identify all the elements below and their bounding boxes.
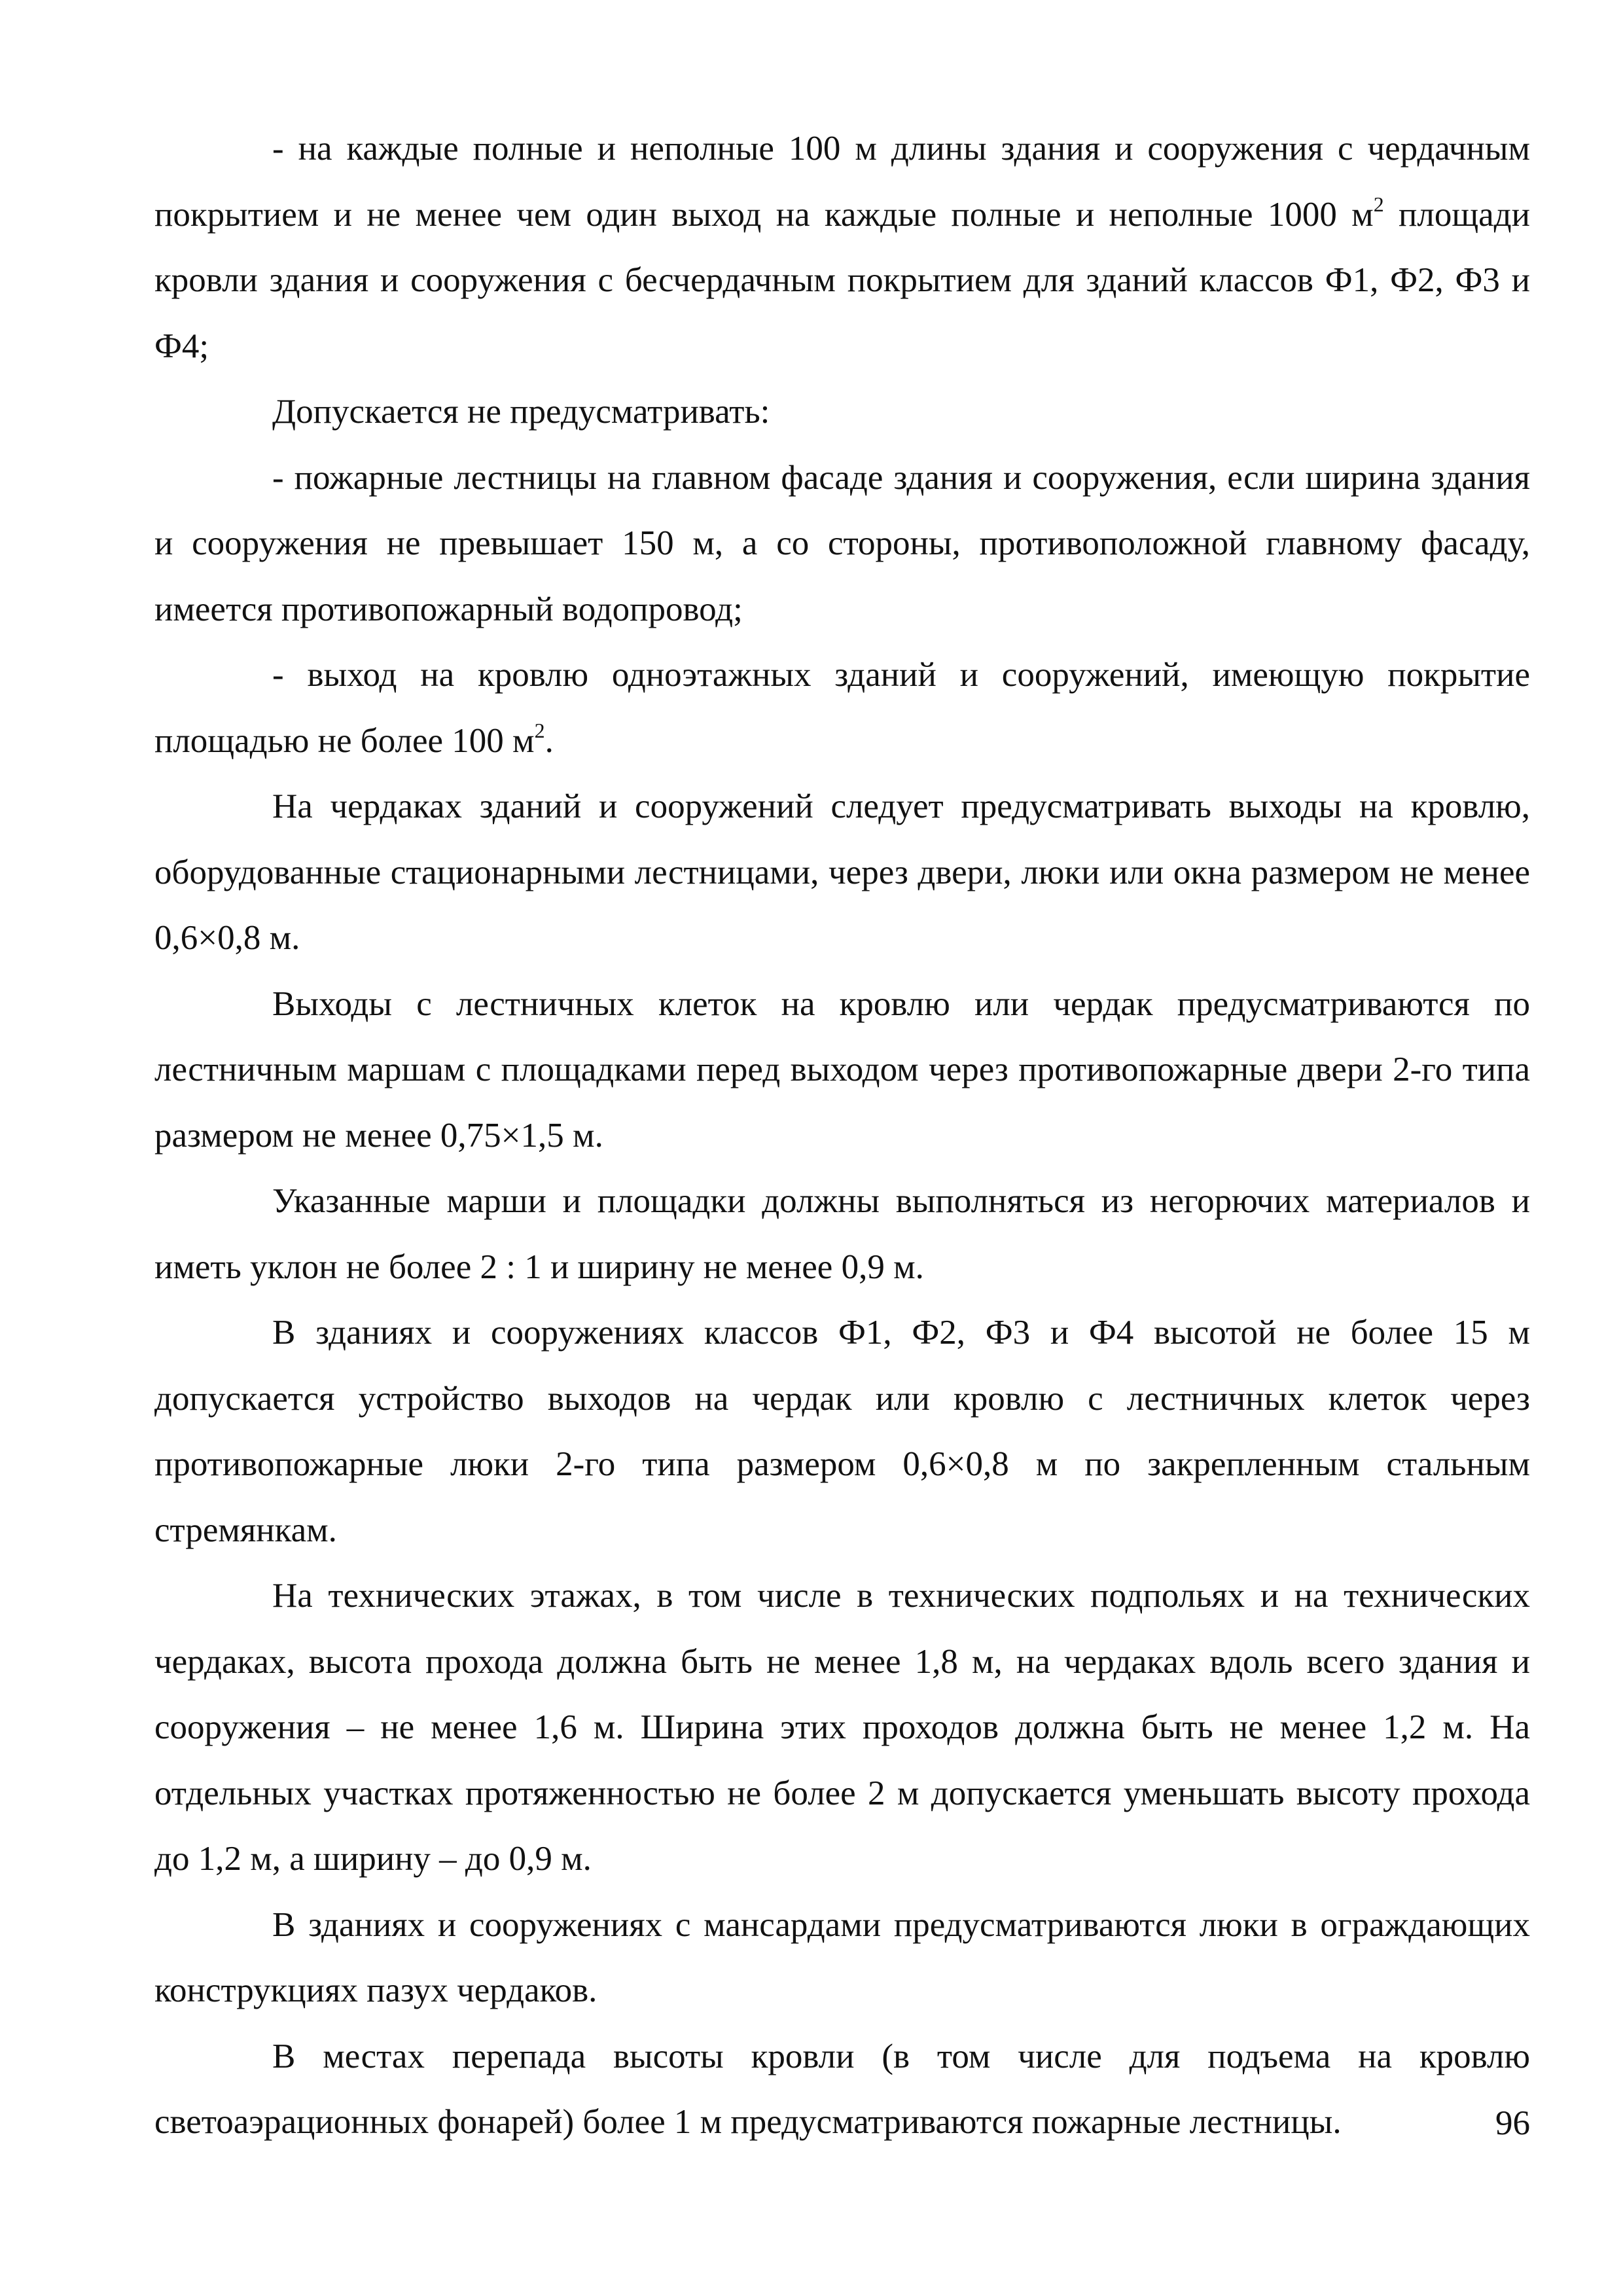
- paragraph-flights-landings: Указанные марши и площадки должны выполняться из негорючих материалов и иметь уклон не более 2 : 1 и ширину не менее 0,9 м.: [154, 1182, 1530, 1286]
- paragraph-allowed-not-provide: Допускается не предусматривать:: [272, 393, 770, 431]
- paragraph-mansards: В зданиях и сооружениях с мансардами предусматриваются люки в ограждающих конструкциях пазух чердаков.: [154, 1905, 1530, 2009]
- paragraph-single-storey-roof: [154, 642, 1530, 774]
- paragraph-text: - на каждые полные и неполные 100 м длины здания и сооружения с чердачным покрытием и не менее чем один выход на каждые полные и неполные 1000 м: [154, 130, 1530, 234]
- paragraph-text: - выход на кровлю одноэтажных зданий и сооружений, имеющую покрытие площадью не более 100 м: [154, 656, 1530, 760]
- paragraph-text: площади кровли здания и сооружения с бесчердачным покрытием для зданий классов Ф1, Ф2, Ф3 и Ф4;: [154, 195, 1530, 365]
- page-number: 96: [1495, 2104, 1530, 2142]
- paragraph-technical-floors: На технических этажах, в том числе в технических подпольях и на технических чердаках, высота прохода должна быть не менее 1,8 м, на чердаках вдоль всего здания и сооружения – не менее 1,6 м. Ширина этих проходов должна быть не менее 1,2 м. На отдельных участках протяженностью не более 2 м допускается уменьшать высоту прохода до 1,2 м, а ширину – до 0,9 м.: [154, 1577, 1530, 1878]
- body-text: [154, 116, 1530, 2155]
- paragraph-stairwell-exits: Выходы с лестничных клеток на кровлю или чердак предусматриваются по лестничным маршам с площадками перед выходом через противопожарные двери 2-го типа размером не менее 0,75×1,5 м.: [154, 984, 1530, 1155]
- superscript-2: 2: [1373, 192, 1384, 216]
- paragraph-roof-exits: [154, 116, 1530, 379]
- paragraph-attic-exits: На чердаках зданий и сооружений следует предусматривать выходы на кровлю, оборудованные стационарными лестницами, через двери, люки или окна размером не менее 0,6×0,8 м.: [154, 787, 1530, 957]
- superscript-2: 2: [534, 718, 545, 742]
- paragraph-text: .: [544, 721, 554, 760]
- paragraph-fire-ladders-facade: - пожарные лестницы на главном фасаде здания и сооружения, если ширина здания и сооружения не превышает 150 м, а со стороны, противоположной главному фасаду, имеется противопожарный водопровод;: [154, 458, 1530, 628]
- paragraph-roof-height-difference: В местах перепада высоты кровли (в том числе для подъема на кровлю светоаэрационных фонарей) более 1 м предусматриваются пожарные лестницы.: [154, 2037, 1530, 2141]
- paragraph-low-buildings-hatches: В зданиях и сооружениях классов Ф1, Ф2, Ф3 и Ф4 высотой не более 15 м допускается устройство выходов на чердак или кровлю с лестничных клеток через противопожарные люки 2-го типа размером 0,6×0,8 м по закрепленным стальным стремянкам.: [154, 1314, 1530, 1549]
